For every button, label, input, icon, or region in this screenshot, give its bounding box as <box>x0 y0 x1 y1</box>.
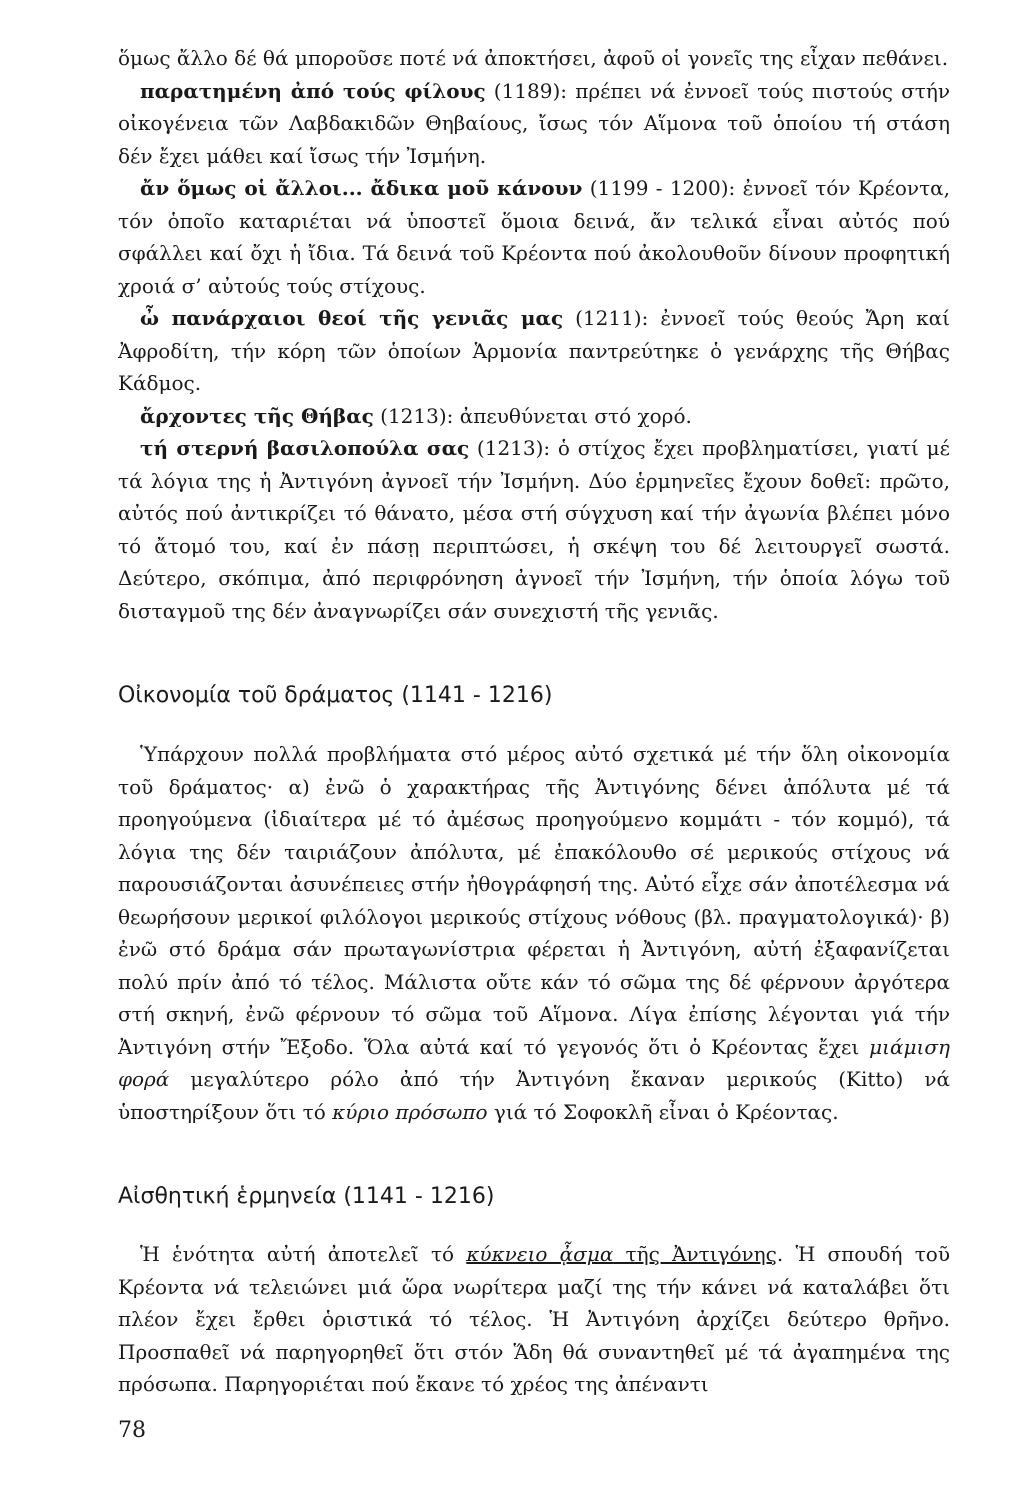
intro-continuation: ὅμως ἄλλο δέ θά μποροῦσε ποτέ νά ἀποκτήσει, ἀφοῦ οἱ γονεῖς της εἶχαν πεθάνει. <box>118 46 949 70</box>
gloss-ref: (1199 - 1200): <box>582 176 743 200</box>
section-aesthetic-body <box>118 1238 950 1401</box>
gloss-term: παρατημένη ἀπό τούς φίλους <box>140 78 486 103</box>
underlined-text: τῆς Ἀντιγόνης <box>613 1242 777 1266</box>
gloss-ref: (1213): <box>373 403 460 428</box>
section-economy-body <box>118 738 950 1128</box>
gloss-text: ἐννοεῖ τόν Κρέοντα, τόν ὁποῖο καταριέται νά ὑποστεῖ ὅμοια δεινά, ἄν τελικά εἶναι αὐτός πού σφάλλει καί ὄχι ἡ ἴδια. Τά δεινά τοῦ Κρέοντα πού ἀκολουθοῦν δίνουν προφητική χροιά σ’ αὐτούς τούς στίχους. <box>118 176 951 298</box>
section-heading-aesthetic: Αἰσθητική ἑρμηνεία (1141 - 1216) <box>118 1184 495 1209</box>
gloss-term: ἄν ὅμως οἱ ἄλλοι... ἄδικα μοῦ κάνουν <box>140 176 583 200</box>
text-run: γιά τό Σοφοκλῆ εἶναι ὁ Κρέοντας. <box>487 1099 839 1124</box>
gloss-entry <box>118 75 950 173</box>
gloss-entry <box>118 302 950 400</box>
gloss-entry <box>118 400 950 433</box>
emphasis: μιάμιση φορά <box>118 1034 950 1091</box>
page-number: 78 <box>118 1418 146 1443</box>
emphasis: κύκνειο ᾆσμα <box>466 1242 614 1266</box>
gloss-entry <box>118 172 950 302</box>
text-run: Ἡ ἑνότητα αὐτή ἀποτελεῖ τό <box>140 1242 467 1266</box>
text-run: Ὑπάρχουν πολλά προβλήματα στό μέρος αὐτό σχετικά μέ τήν ὅλη οἰκονομία τοῦ δράματος· α) ἐνῶ ὁ χαρακτήρας τῆς Ἀντιγόνης δένει ἀπόλυτα μέ τά προηγούμενα (ἰδιαίτερα μέ τό ἀμέσως προηγούμενο κομμάτι - τόν κομμό), τά λόγια της δέν ταιριάζουν ἀπόλυτα, μέ ἐπακόλουθο σέ μερικούς στίχους νά παρουσιάζονται ἀσυνέπειες στήν ἠθογράφησή της. Αὐτό εἶχε σάν ἀποτέλεσμα νά θεωρήσουν μερικοί φιλόλογοι μερικούς στίχους νόθους (βλ. πραγματολογικά)· β) ἐνῶ στό δράμα σάν πρωταγωνίστρια φέρεται ἡ Ἀντιγόνη, αὐτή ἐξαφανίζεται πολύ πρίν ἀπό τό τέλος. Μάλιστα οὔτε κάν τό σῶμα της δέ φέρνουν ἀργότερα στή σκηνή, ἐνῶ φέρνουν τό σῶμα τοῦ Αἵμονα. Λίγα ἐπίσης λέγονται γιά τήν Ἀντιγόνη στήν Ἔξοδο. Ὅλα αὐτά καί τό γεγονός ὅτι ὁ Κρέοντας ἔχει <box>118 742 950 1059</box>
paragraph <box>118 1238 950 1401</box>
section-heading-economy: Οἰκονομία τοῦ δράματος (1141 - 1216) <box>118 683 553 708</box>
emphasis: κύριο πρόσωπο <box>332 1099 488 1124</box>
gloss-entry <box>118 432 950 627</box>
gloss-term: ἄρχοντες τῆς Θήβας <box>140 403 374 428</box>
gloss-ref: (1189): <box>485 78 576 103</box>
gloss-term: ὦ πανάρχαιοι θεοί τῆς γενιᾶς μας <box>140 306 564 330</box>
gloss-ref: (1211): <box>563 306 661 330</box>
text-run: . Ἡ σπουδή τοῦ Κρέοντα νά τελειώνει μιά ὥρα νωρίτερα μαζί της τήν κάνει νά καταλάβει ὅτι πλέον ἔχει ἔρθει ὁριστικά τό τέλος. Ἡ Ἀντιγόνη ἀρχίζει δεύτερο θρῆνο. Προσπαθεῖ νά παρηγορηθεῖ ὅτι στόν Ἅδη θά συναντηθεῖ μέ τά ἀγαπημένα της πρόσωπα. Παρηγοριέται πού ἔκανε τό χρέος της ἀπέναντι <box>118 1242 951 1396</box>
gloss-text: ἐννοεῖ τούς θεούς Ἄρη καί Ἀφροδίτη, τήν κόρη τῶν ὁποίων Ἁρμονία παντρεύτηκε ὁ γενάρχης τῆς Θήβας Κάδμος. <box>118 306 951 395</box>
text-run: μεγαλύτερο ρόλο ἀπό τήν Ἀντιγόνη ἔκαναν μερικούς (Kitto) νά ὑποστηρίξουν ὅτι τό <box>118 1067 950 1124</box>
gloss-ref: (1213): <box>469 436 558 460</box>
gloss-term: τή στερνή βασιλοπούλα σας <box>140 436 470 460</box>
glossary-block <box>118 42 950 627</box>
gloss-text: ὁ στίχος ἔχει προβληματίσει, γιατί μέ τά λόγια της ἡ Ἀντιγόνη ἀγνοεῖ τήν Ἰσμήνη. Δύο ἑρμηνεῖες ἔχουν δοθεῖ: πρῶτο, αὐτός πού ἀντικρίζει τό θάνατο, μέσα στή σύγχυση καί τήν ἀγωνία βλέπει μόνο τό ἄτομό του, καί ἐν πάσῃ περιπτώσει, ἡ σκέψη του δέ λειτουργεῖ σωστά. Δεύτερο, σκόπιμα, ἀπό περιφρόνηση ἀγνοεῖ τήν Ἰσμήνη, τήν ὁποία λόγω τοῦ δισταγμοῦ της δέν ἀναγνωρίζει σάν συνεχιστή τῆς γενιᾶς. <box>118 436 950 623</box>
paragraph <box>118 738 950 1128</box>
gloss-text: ἀπευθύνεται στό χορό. <box>459 403 692 428</box>
gloss-text: πρέπει νά ἐννοεῖ τούς πιστούς στήν οἰκογένεια τῶν Λαβδακιδῶν Θηβαίους, ἴσως τόν Αἵμονα τοῦ ὁποίου τή στάση δέν ἔχει μάθει καί ἴσως τήν Ἰσμήνη. <box>118 78 950 168</box>
